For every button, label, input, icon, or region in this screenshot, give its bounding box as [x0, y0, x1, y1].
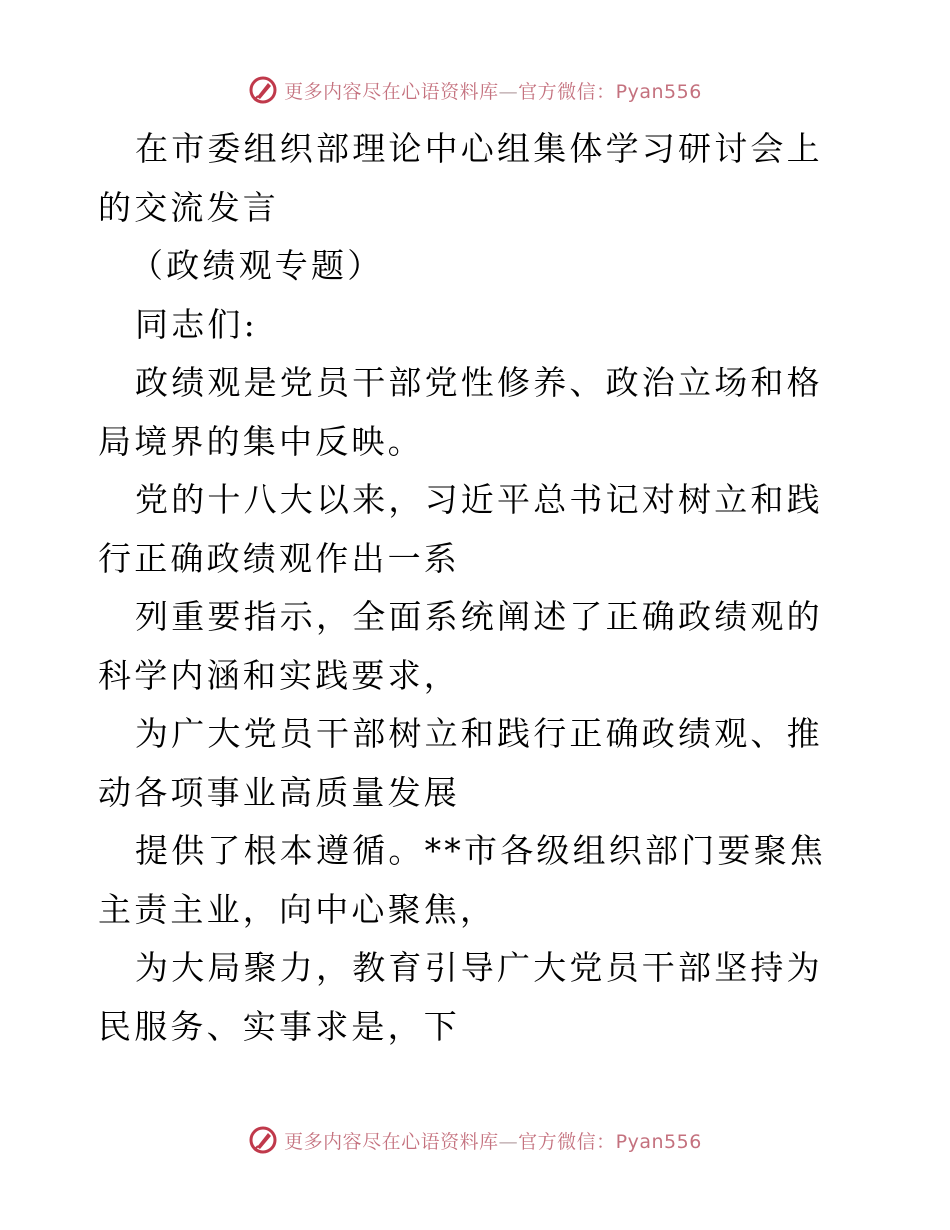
watermark-text: 更多内容尽在心语资料库 — [284, 80, 499, 103]
pen-logo-icon — [248, 1125, 278, 1155]
pen-logo-icon — [248, 75, 278, 105]
paragraph: 党的十八大以来，习近平总书记对树立和践行正确政绩观作出一系 — [98, 480, 823, 578]
paragraph: 为广大党员干部树立和践行正确政绩观、推动各项事业高质量发展 — [98, 714, 823, 812]
watermark-header — [0, 70, 950, 110]
paragraph: 列重要指示，全面系统阐述了正确政绩观的科学内涵和实践要求， — [98, 597, 823, 695]
watermark-footer — [0, 1120, 950, 1160]
salutation: 同志们: — [135, 304, 258, 344]
paragraph: 为大局聚力，教育引导广大党员干部坚持为民服务、实事求是，下 — [98, 948, 823, 1046]
document-title: 在市委组织部理论中心组集体学习研讨会上的交流发言 — [98, 129, 823, 227]
paragraph: 提供了根本遵循。**市各级组织部门要聚焦主责主业，向中心聚焦， — [98, 831, 826, 929]
watermark-wechat: 官方微信：Pyan556 — [518, 80, 702, 103]
watermark-separator: — — [498, 80, 519, 103]
paragraph: 政绩观是党员干部党性修养、政治立场和格局境界的集中反映。 — [98, 363, 823, 461]
watermark-text: 更多内容尽在心语资料库 — [284, 1130, 499, 1153]
watermark-wechat: 官方微信：Pyan556 — [518, 1130, 702, 1153]
document-subtitle: （政绩观专题） — [130, 246, 384, 285]
document-body — [98, 120, 858, 1056]
watermark-separator: — — [498, 1130, 519, 1153]
